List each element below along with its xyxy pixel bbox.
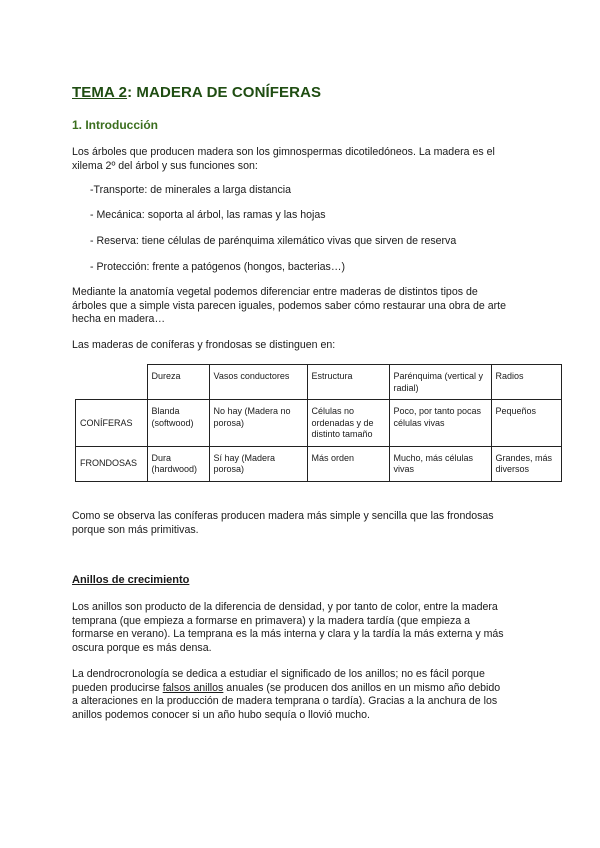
- row-header: FRONDOSAS: [76, 446, 148, 481]
- anatomy-line: Mediante la anatomía vegetal podemos diferenciar entre maderas de distintos tipos de: [72, 286, 478, 298]
- intro-line: xilema 2º del árbol y sus funciones son:: [72, 159, 258, 172]
- section-heading-intro: 1. Introducción: [72, 118, 159, 132]
- comparison-table: [75, 364, 562, 482]
- conclusion-paragraph: [72, 510, 532, 537]
- dendro-line: a alteraciones en la producción de madera temprana o tardía). Gracias a la anchura de los: [72, 695, 498, 707]
- column-header: Dureza: [147, 365, 209, 400]
- rings-line: oscura porque es más densa.: [72, 641, 212, 654]
- table-cell: No hay (Madera no porosa): [209, 400, 307, 447]
- table-row: [76, 446, 562, 481]
- row-header: CONÍFERAS: [76, 400, 148, 447]
- column-header: Radios: [491, 365, 561, 400]
- table-intro: Las maderas de coníferas y frondosas se distinguen en:: [72, 339, 336, 351]
- column-header: Parénquima (vertical y radial): [389, 365, 491, 400]
- table-cell: Más orden: [307, 446, 389, 481]
- function-item-transport: -Transporte: de minerales a larga distancia: [90, 184, 291, 196]
- title-text: : MADERA DE CONÍFERAS: [127, 84, 322, 101]
- function-item-mechanical: - Mecánica: soporta al árbol, las ramas y las hojas: [90, 209, 326, 221]
- anatomy-paragraph: [72, 286, 532, 327]
- intro-line: Los árboles que producen madera son los gimnospermas dicotiledóneos. La madera es el: [72, 146, 495, 158]
- conclusion-line: Como se observa las coníferas producen madera más simple y sencilla que las frondosas: [72, 510, 494, 522]
- table-cell: Mucho, más células vivas: [389, 446, 491, 481]
- rings-line: temprana (que empieza a formarse en primavera) y la madera tardía (que empieza a: [72, 614, 471, 627]
- conclusion-line: porque son más primitivas.: [72, 523, 199, 536]
- table-corner-cell: [76, 365, 148, 400]
- title-number: TEMA 2: [72, 84, 128, 101]
- function-item-protection: - Protección: frente a patógenos (hongos, bacterias…): [90, 261, 345, 273]
- dendro-line: [72, 682, 532, 696]
- intro-paragraph: [72, 146, 532, 173]
- anatomy-line: hecha en madera…: [72, 313, 166, 325]
- table-cell: Células no ordenadas y de distinto tamaño: [307, 400, 389, 447]
- false-rings-term: falsos anillos: [162, 681, 224, 694]
- dendro-text: pueden producirse: [72, 681, 163, 694]
- page-title: [72, 84, 321, 101]
- function-item-reserve: - Reserva: tiene células de parénquima xilemático vivas que sirven de reserva: [90, 235, 457, 247]
- table-header-row: [76, 365, 562, 400]
- table-row: [76, 400, 562, 447]
- column-header: Vasos conductores: [209, 365, 307, 400]
- table-cell: Pequeños: [491, 400, 561, 447]
- section-heading-rings: Anillos de crecimiento: [72, 574, 190, 586]
- table-cell: Poco, por tanto pocas células vivas: [389, 400, 491, 447]
- rings-line: formarse en verano). La temprana es la más interna y clara y la tardía la más externa y más: [72, 628, 504, 640]
- column-header: Estructura: [307, 365, 389, 400]
- rings-line: Los anillos son producto de la diferencia de densidad, y por tanto de color, entre la madera: [72, 601, 498, 613]
- dendro-line: La dendrocronología se dedica a estudiar el significado de los anillos; no es fácil porque: [72, 668, 485, 680]
- dendro-text: anuales (se producen dos anillos en un mismo año debido: [223, 681, 501, 694]
- dendro-line: anillos podemos conocer si un año hubo sequía o llovió mucho.: [72, 708, 370, 721]
- dendrochronology-paragraph: [72, 668, 532, 722]
- rings-paragraph: [72, 601, 532, 655]
- table-cell: Dura (hardwood): [147, 446, 209, 481]
- table-cell: Grandes, más diversos: [491, 446, 561, 481]
- table-cell: Sí hay (Madera porosa): [209, 446, 307, 481]
- anatomy-line: árboles que a simple vista parecen iguales, podemos saber cómo restaurar una obra de arte: [72, 299, 507, 312]
- table-cell: Blanda (softwood): [147, 400, 209, 447]
